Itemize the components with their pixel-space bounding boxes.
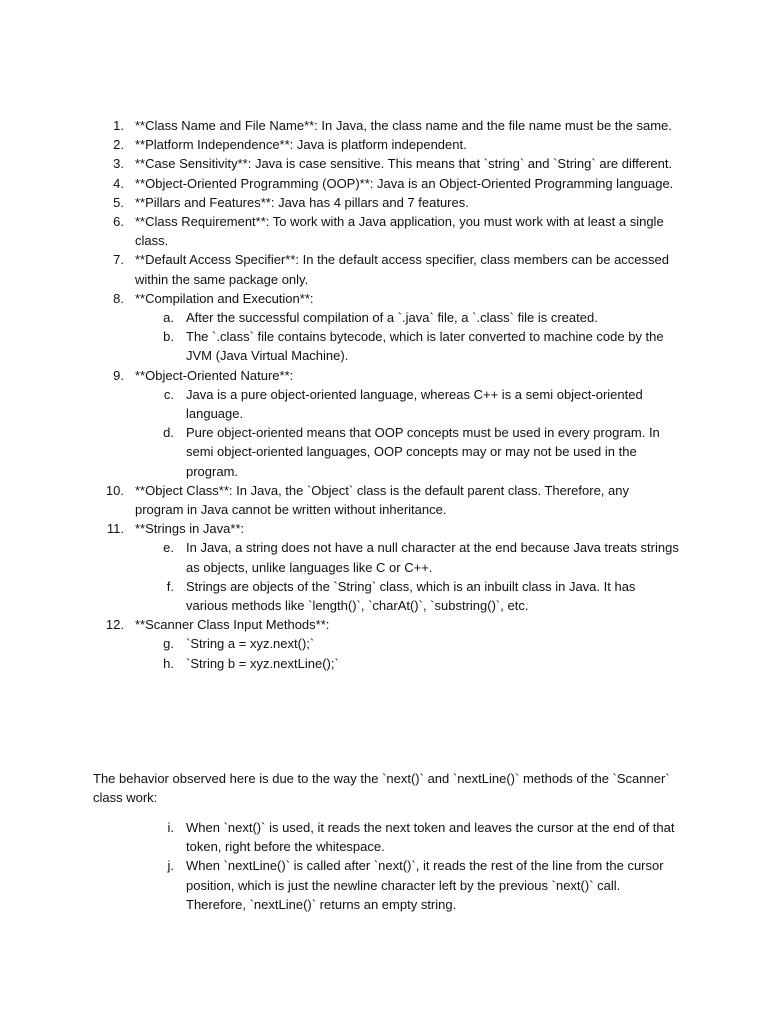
- list-number: 4.: [113, 175, 124, 191]
- list-number: 3.: [113, 156, 124, 172]
- sub-list-item: [0, 856, 768, 914]
- list-number: 10.: [105, 482, 124, 498]
- sub-list-letter: c.: [163, 386, 174, 402]
- list-item: [0, 116, 768, 135]
- list-item: [0, 481, 768, 519]
- list-item-text: **Pillars and Features**: Java has 4 pillars and 7 features.: [135, 194, 469, 210]
- list-item-text: **Object-Oriented Nature**:: [135, 367, 294, 383]
- list-number: 7.: [113, 252, 124, 268]
- sub-list-letter: a.: [163, 310, 174, 326]
- sub-list-item: [0, 538, 768, 576]
- sub-list-letter: e.: [163, 540, 174, 556]
- list-number: 6.: [113, 214, 124, 230]
- explanation-paragraph: The behavior observed here is due to the way the `next()` and `nextLine()` methods of the `Scanner` class work:: [93, 771, 670, 806]
- list-item: [0, 250, 768, 288]
- sub-list-letter: b.: [163, 329, 174, 345]
- list-item-text: **Object-Oriented Programming (OOP)**: Java is an Object-Oriented Programming language.: [135, 175, 674, 191]
- list-number: 1.: [113, 118, 124, 133]
- list-item-text: **Default Access Specifier**: In the default access specifier, class members can be accessed within the same package only.: [135, 252, 669, 287]
- sub-list-item-text: Strings are objects of the `String` class, which is an inbuilt class in Java. It has various methods like `length()`, `charAt()`, `substring()`, etc.: [186, 578, 636, 614]
- sub-list-item: [0, 634, 768, 653]
- list-item-text: **Object Class**: In Java, the `Object` class is the default parent class. Therefore, any program in Java cannot be written without inheritance.: [135, 482, 629, 518]
- sub-list-letter: g.: [163, 636, 174, 652]
- sub-list-item-text: In Java, a string does not have a null character at the end because Java treats strings as objects, unlike languages like C or C++.: [186, 540, 679, 575]
- sub-list-item: [0, 385, 768, 423]
- list-item-text: **Strings in Java**:: [135, 521, 245, 537]
- sub-list-letter: d.: [163, 425, 174, 441]
- sub-list-item: [0, 577, 768, 615]
- list-item-text: **Platform Independence**: Java is platform independent.: [135, 137, 467, 153]
- sub-list-letter: f.: [166, 578, 174, 594]
- list-item-text: **Scanner Class Input Methods**:: [135, 617, 330, 633]
- list-item-text: **Class Requirement**: To work with a Java application, you must work with at least a single class.: [135, 214, 664, 249]
- list-number: 8.: [113, 290, 124, 306]
- sub-list-item: [0, 327, 768, 365]
- list-item: [0, 366, 768, 385]
- sub-list-letter: i.: [167, 820, 174, 835]
- list-item-text: **Case Sensitivity**: Java is case sensitive. This means that `string` and `String` are different.: [135, 156, 673, 172]
- sub-list-item-text: When `next()` is used, it reads the next token and leaves the cursor at the end of that token, right before the whitespace.: [186, 820, 675, 855]
- list-item-text: **Class Name and File Name**: In Java, the class name and the file name must be the same.: [135, 118, 672, 133]
- list-item-text: **Compilation and Execution**:: [135, 290, 314, 306]
- sub-list-letter: h.: [163, 655, 174, 671]
- sub-list-letter: j.: [167, 858, 174, 874]
- list-item: [0, 154, 768, 173]
- list-number: 11.: [106, 521, 124, 537]
- explanation-list: [0, 818, 768, 914]
- list-item: [0, 135, 768, 154]
- sub-list-item: [0, 423, 768, 481]
- sub-list-item: [0, 818, 768, 856]
- sub-list-item-text: `String a = xyz.next();`: [186, 636, 315, 652]
- list-number: 12.: [105, 617, 124, 633]
- sub-list-item-text: When `nextLine()` is called after `next()`, it reads the rest of the line from the cursor position, which is just the newline character left by the previous `next()` call. Therefore, `nextLine()` returns an empty string.: [186, 858, 664, 912]
- list-item: [0, 212, 768, 250]
- list-number: 5.: [113, 194, 124, 210]
- list-item: [0, 193, 768, 212]
- sub-list-item-text: Java is a pure object-oriented language, whereas C++ is a semi object-oriented language.: [186, 386, 643, 422]
- list-item: [0, 289, 768, 308]
- list-number: 9.: [113, 367, 124, 383]
- sub-list-item-text: The `.class` file contains bytecode, which is later converted to machine code by the JVM (Java Virtual Machine).: [186, 329, 664, 364]
- list-item: [0, 615, 768, 634]
- sub-list-item-text: Pure object-oriented means that OOP concepts must be used in every program. In semi object-oriented languages, OOP concepts may or may not be used in the program.: [186, 425, 660, 479]
- sub-list-item: [0, 654, 768, 673]
- sub-list-item-text: After the successful compilation of a `.java` file, a `.class` file is created.: [186, 310, 598, 326]
- sub-list-item-text: `String b = xyz.nextLine();`: [186, 655, 339, 671]
- numbered-list: [0, 116, 768, 673]
- list-number: 2.: [113, 137, 124, 153]
- list-item: [0, 174, 768, 193]
- sub-list-item: [0, 308, 768, 327]
- list-item: [0, 519, 768, 538]
